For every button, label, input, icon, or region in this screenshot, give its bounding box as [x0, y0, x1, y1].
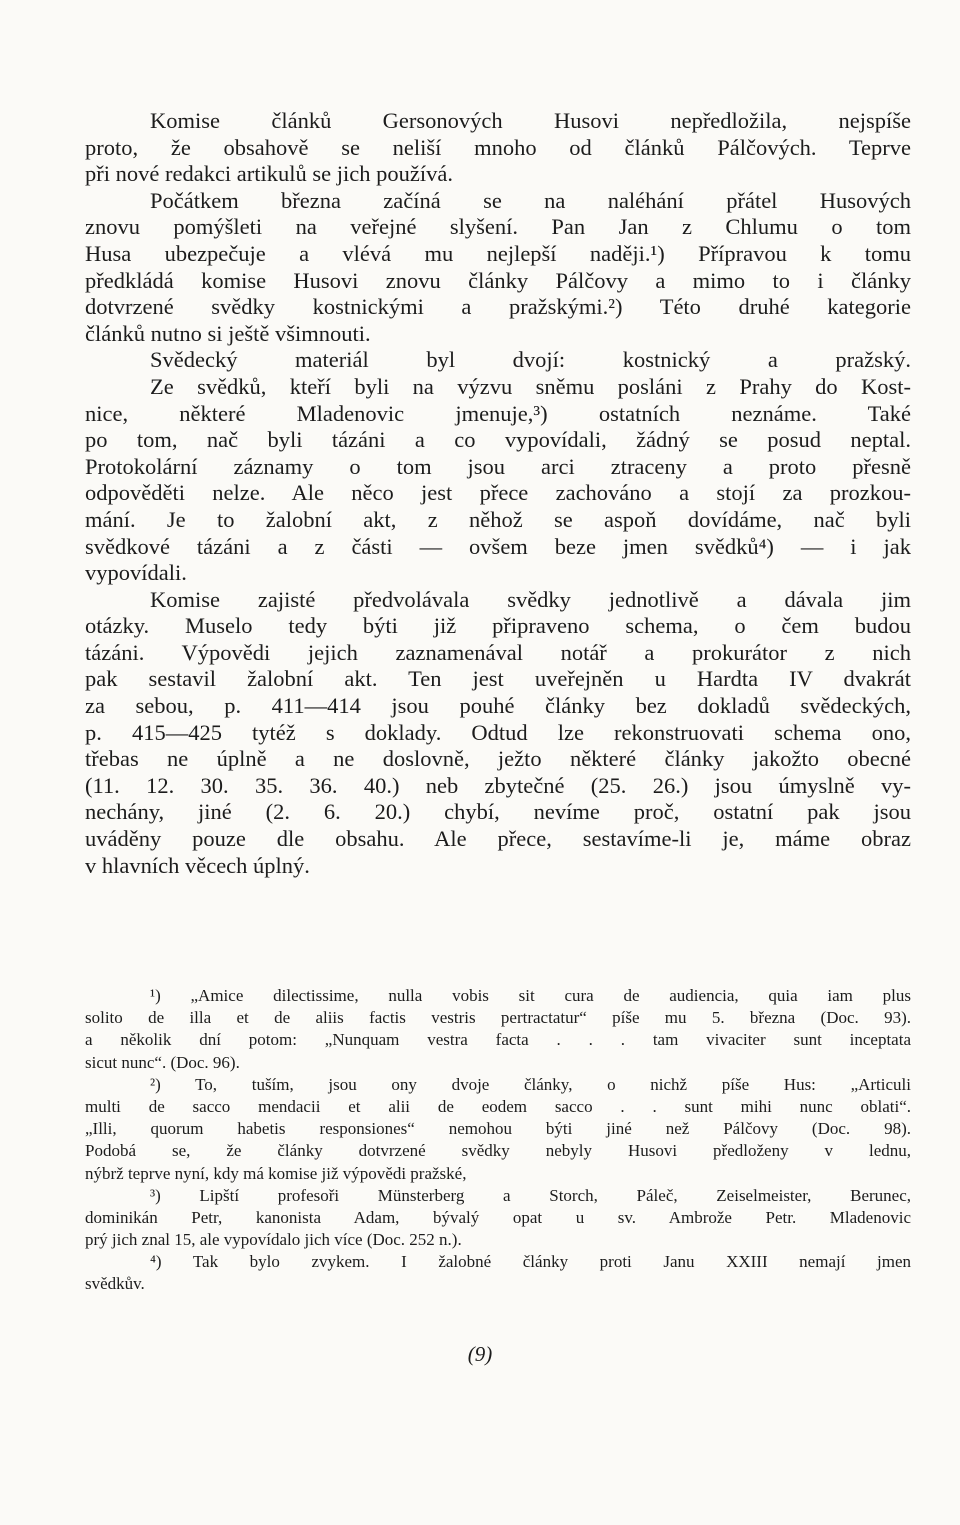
text-line: vypovídali. [85, 560, 187, 586]
footnote-line: „Illi, quorum habetis responsiones“ nemohou býti jiné než Pálčovy (Doc. 98). [85, 1119, 911, 1139]
text-line: svědkové tázáni a z části — ovšem beze jmen svědků⁴) — i jak [85, 533, 911, 559]
text-line: proto, že obsahově se neliší mnoho od článků Pálčových. Teprve [85, 134, 911, 160]
text-line: dotvrzené svědky kostnickými a pražskými.²) Této druhé kategorie [85, 294, 911, 320]
footnote-line: ⁴) Tak bylo zvykem. I žalobné články proti Janu XXIII nemají jmen [150, 1252, 911, 1272]
text-line: nechány, jiné (2. 6. 20.) chybí, nevíme proč, ostatní pak jsou [85, 799, 911, 825]
text-line: článků nutno si ještě všimnouti. [85, 320, 371, 346]
footnote-line: solito de illa et de aliis factis vestris pertractatur“ píše mu 5. března (Doc. 93). [85, 1008, 911, 1028]
text-line: nice, některé Mladenovic jmenuje,³) ostatních neznáme. Také [85, 400, 911, 426]
text-line: (11. 12. 30. 35. 36. 40.) neb zbytečné (25. 26.) jsou úmyslně vy- [85, 772, 911, 798]
text-line: Komise zajisté předvolávala svědky jednotlivě a dávala jim [150, 586, 911, 612]
text-line: za sebou, p. 411—414 jsou pouhé články bez dokladů svědeckých, [85, 693, 911, 719]
text-line: Ze svědků, kteří byli na výzvu sněmu posláni z Prahy do Kost- [150, 373, 911, 399]
footnote-line: dominikán Petr, kanonista Adam, bývalý opat u sv. Ambrože Petr. Mladenovic [85, 1207, 911, 1227]
text-line: třebas ne úplně a ne doslovně, ježto některé články jakožto obecné [85, 746, 911, 772]
footnote-line: Podobá se, že články dotvrzené svědky nebyly Husovi předloženy v lednu, [85, 1141, 911, 1161]
footnote-line: a několik dní potom: „Nunquam vestra facta . . . tam vivaciter sunt inceptata [85, 1030, 911, 1050]
text-line: p. 415—425 tytéž s doklady. Odtud lze rekonstruovati schema ono, [85, 719, 911, 745]
text-line: znovu pomýšleti na veřejné slyšení. Pan Jan z Chlumu o tom [85, 214, 911, 240]
text-line: předkládá komise Husovi znovu články Pálčovy a mimo to i články [85, 267, 911, 293]
text-line: uváděny pouze dle obsahu. Ale přece, sestavíme-li je, máme obraz [85, 826, 911, 852]
footnote-line: nýbrž teprve nyní, kdy má komise již výpovědi pražské, [85, 1163, 467, 1183]
footnote-line: multi de sacco mendacii et alii de eodem sacco . . sunt mihi nunc oblati“. [85, 1096, 911, 1116]
footnote-line: ¹) „Amice dilectissime, nulla vobis sit cura de audiencia, quia iam plus [150, 986, 911, 1005]
footnote-line: svědkův. [85, 1274, 145, 1294]
text-line: Svědecký materiál byl dvojí: kostnický a pražský. [150, 347, 911, 373]
text-line: pak sestavil žalobní akt. Ten jest uveřejněn u Hardta IV dvakrát [85, 666, 911, 692]
text-line: Počátkem března začíná se na naléhání přátel Husových [150, 187, 911, 213]
footnote-line: prý jich znal 15, ale vypovídalo jich více (Doc. 252 n.). [85, 1230, 462, 1250]
main-text-block [85, 108, 911, 879]
text-line: otázky. Muselo tedy býti již připraveno schema, o čem budou [85, 613, 911, 639]
text-line: Husa ubezpečuje a vlévá mu nejlepší naději.¹) Přípravou k tomu [85, 240, 911, 266]
footnote-line: ²) To, tuším, jsou ony dvoje články, o nichž píše Hus: „Articuli [150, 1074, 911, 1094]
text-line: tázáni. Výpovědi jejich zaznamenával notář a prokurátor z nich [85, 639, 911, 665]
text-line: při nové redakci artikulů se jich používá. [85, 161, 453, 187]
footnote-line: ³) Lipští profesoři Münsterberg a Storch, Páleč, Zeiselmeister, Berunec, [150, 1185, 911, 1205]
text-line: v hlavních věcech úplný. [85, 852, 310, 878]
text-line: mání. Je to žalobní akt, z něhož se aspoň dovídáme, nač byli [85, 506, 911, 532]
text-line: odpověděti nelze. Ale něco jest přece zachováno a stojí za prozkou- [85, 480, 911, 506]
text-line: Komise článků Gersonových Husovi nepředložila, nejspíše [150, 108, 911, 133]
text-line: Protokolární záznamy o tom jsou arci ztraceny a proto přesně [85, 453, 911, 479]
page-number: (9) [467, 1342, 493, 1366]
footnote-line: sicut nunc“. (Doc. 96). [85, 1052, 240, 1072]
footnotes-block [85, 985, 911, 1296]
text-line: po tom, nač byli tázáni a co vypovídali, žádný se posud neptal. [85, 427, 911, 453]
